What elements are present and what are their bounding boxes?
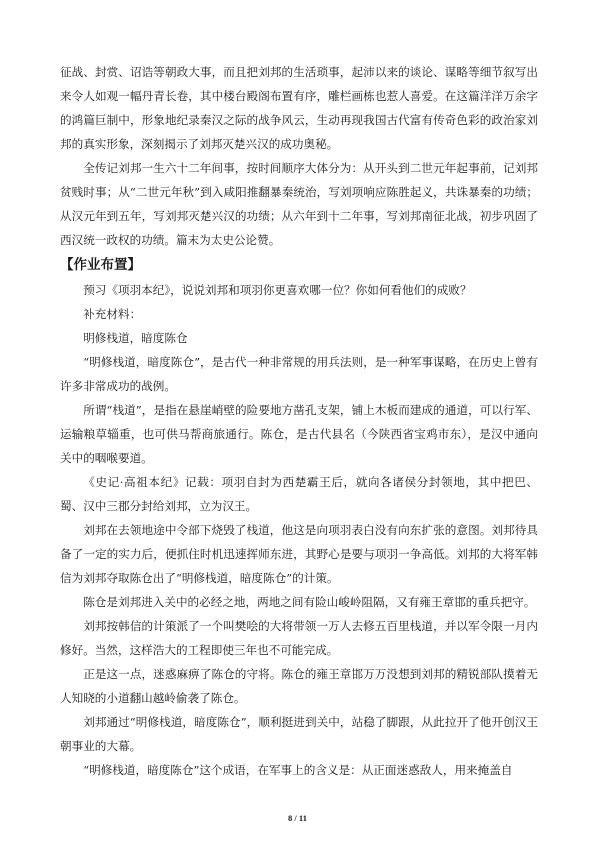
paragraph: 刘邦通过“明修栈道，暗度陈仓”，顺利挺进到关中，站稳了脚跟，从此拉开了他开创汉王朝事业的大幕。 [60, 715, 538, 753]
paragraph: 陈仓是刘邦进入关中的必经之地，两地之间有险山峻岭阻隔，又有雍王章邯的重兵把守。 [83, 595, 536, 609]
paragraph: 征战、封赏、诏诰等朝政大事，而且把刘邦的生活琐事，起沛以来的谈论、谋略等细节叙写出来令人如观一幅丹青长卷，其中楼台殿阁布置有序，雕栏画栋也惹人喜爱。在这篇洋洋万余字的鸿篇巨制中，形象地纪录秦汉之际的战争风云，生动再现我国古代富有传奇色彩的政治家刘邦的真实形象，深刻揭示了刘邦灭楚兴汉的成功奥秘。 [60, 65, 538, 151]
paragraph: 刘邦按韩信的计策派了一个叫樊哙的大将带领一万人去修五百里栈道，并以军令限一月内修好。当然，这样浩大的工程即使三年也不可能完成。 [60, 619, 538, 657]
section-heading: 【作业布置】 [60, 257, 141, 273]
paragraph: “明修栈道，暗度陈仓”这个成语，在军事上的含义是：从正面迷惑敌人，用来掩盖自 [83, 763, 513, 777]
paragraph: 预习《项羽本纪》，说说刘邦和项羽你更喜欢哪一位？你如何看他们的成败？ [83, 283, 472, 297]
paragraph: 《史记·高祖本纪》记载：项羽自封为西楚霸王后，就向各诸侯分封领地，其中把巴、蜀、汉中三郡分封给刘邦，立为汉王。 [60, 475, 538, 513]
page-content [60, 60, 538, 782]
paragraph: “明修栈道，暗度陈仓”，是古代一种非常规的用兵法则，是一种军事谋略，在历史上曾有许多非常成功的战例。 [60, 355, 538, 393]
page-number: 8 / 11 [288, 813, 307, 823]
paragraph: 刘邦在去领地途中令部下烧毁了栈道，他这是向项羽表白没有向东扩张的意图。刘邦待具备了一定的实力后，便抓住时机迅速挥师东进，其野心是要与项羽一争高低。刘邦的大将军韩信为刘邦夺取陈仓出了“明修栈道，暗度陈仓”的计策。 [60, 523, 538, 585]
paragraph: 正是这一点，迷惑麻痹了陈仓的守将。陈仓的雍王章邯万万没想到刘邦的精锐部队摸着无人知晓的小道翻山越岭偷袭了陈仓。 [60, 667, 538, 705]
paragraph: 所谓“栈道”，是指在悬崖峭壁的险要地方凿孔支架，铺上木板而建成的通道，可以行军、运输粮草辎重，也可供马帮商旅通行。陈仓，是古代县名（今陕西省宝鸡市东），是汉中通向关中的咽喉要道。 [60, 403, 538, 465]
paragraph: 全传记刘邦一生六十二年间事，按时间顺序大体分为：从开头到二世元年起事前，记刘邦贫贱时事；从“二世元年秋”到入咸阳推翻暴秦统治，写刘项响应陈胜起义，共诛暴秦的功绩；从汉元年到五年，写刘邦灭楚兴汉的功绩；从六年到十二年事，写刘邦南征北战，初步巩固了西汉统一政权的功绩。篇末为太史公论赞。 [60, 161, 538, 247]
subheading: 明修栈道，暗度陈仓 [83, 331, 188, 345]
paragraph: 补充材料： [83, 307, 142, 321]
